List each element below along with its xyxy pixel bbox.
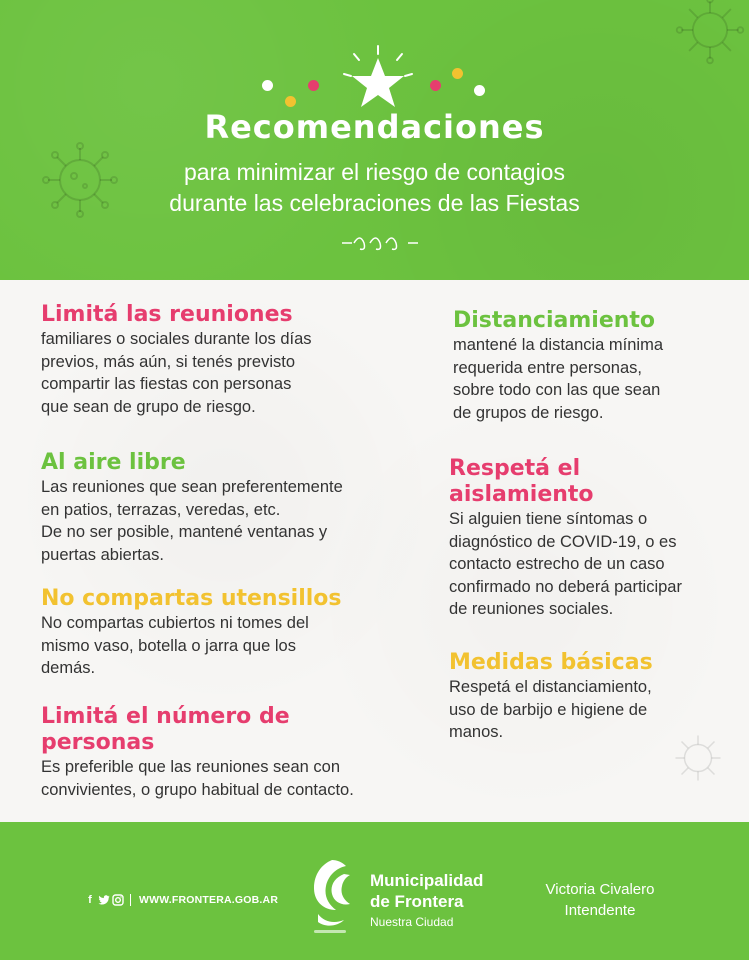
recommendation-text: Las reuniones que sean preferentemente	[41, 478, 343, 496]
mayor-title: Intendente	[564, 902, 636, 919]
recommendation-text: familiares o sociales durante los días	[41, 330, 312, 348]
recommendation-title-line1: Limitá el número de	[41, 704, 290, 729]
decorative-dot	[285, 96, 296, 107]
recommendation-title: Medidas básicas	[449, 650, 653, 675]
recommendation-text: convivientes, o grupo habitual de contacto.	[41, 780, 354, 799]
recommendation-outdoors	[41, 450, 381, 566]
recommendation-isolation	[449, 456, 729, 621]
recommendation-title: No compartas utensillos	[41, 586, 342, 611]
recommendation-limit-people	[41, 704, 391, 801]
facebook-icon[interactable]: f	[88, 894, 92, 906]
decorative-dot	[452, 68, 463, 79]
recommendation-text: Es preferible que las reuniones sean con	[41, 758, 341, 776]
recommendation-limit-gatherings	[41, 302, 371, 418]
website-link[interactable]: WWW.FRONTERA.GOB.AR	[139, 894, 279, 906]
instagram-icon[interactable]	[112, 894, 124, 906]
recommendation-title: Distanciamiento	[453, 308, 656, 333]
header-banner	[0, 0, 749, 280]
recommendation-text: De no ser posible, mantené ventanas y	[41, 523, 328, 541]
footer-banner	[0, 822, 749, 960]
recommendation-text: mantené la distancia mínima	[453, 336, 664, 354]
mayor-name: Victoria Civalero	[545, 881, 655, 898]
recommendation-text: sobre todo con las que sean	[453, 381, 661, 399]
decorative-dot	[430, 80, 441, 91]
municipality-line2: de Frontera	[370, 892, 464, 911]
recommendation-text: que sean de grupo de riesgo.	[41, 397, 256, 416]
recommendation-text: Respetá el distanciamiento,	[449, 678, 652, 696]
page-title: Recomendaciones	[204, 108, 545, 146]
recommendation-text: uso de barbijo e higiene de	[449, 700, 648, 719]
municipality-logo-icon	[300, 856, 360, 936]
recommendation-text: en patios, terrazas, veredas, etc.	[41, 500, 281, 519]
recommendation-distancing	[453, 308, 723, 424]
recommendation-title-line2: personas	[41, 730, 155, 755]
divider	[130, 894, 131, 906]
swirl-ornament-icon	[340, 233, 420, 253]
recommendation-text: No compartas cubiertos ni tomes del	[41, 614, 309, 632]
recommendation-text: compartir las fiestas con personas	[41, 375, 292, 393]
page-subtitle-line1: para minimizar el riesgo de contagios	[184, 159, 565, 185]
recommendation-title: Al aire libre	[41, 450, 186, 475]
recommendation-text: confirmado no deberá participar	[449, 577, 682, 596]
municipality-line1: Municipalidad	[370, 871, 484, 890]
recommendation-title-line2: aislamiento	[449, 482, 594, 507]
social-links	[84, 894, 278, 906]
recommendation-text: Si alguien tiene síntomas o	[449, 510, 648, 528]
recommendations-section	[0, 280, 749, 822]
recommendation-text: de reuniones sociales.	[449, 600, 614, 618]
recommendation-text: manos.	[449, 723, 504, 741]
recommendation-no-sharing	[41, 586, 381, 680]
recommendation-text: contacto estrecho de un caso	[449, 555, 665, 573]
recommendation-text: mismo vaso, botella o jarra que los	[41, 636, 296, 655]
municipality-tagline: Nuestra Ciudad	[370, 915, 454, 929]
recommendation-text: demás.	[41, 659, 96, 677]
recommendation-text: previos, más aún, si tenés previsto	[41, 352, 296, 371]
twitter-icon[interactable]	[98, 895, 110, 906]
recommendation-text: diagnóstico de COVID-19, o es	[449, 532, 677, 551]
recommendation-text: de grupos de riesgo.	[453, 403, 604, 422]
mayor-credit	[530, 879, 670, 921]
decorative-dot	[308, 80, 319, 91]
recommendation-text: requerida entre personas,	[453, 358, 642, 377]
recommendation-title-line1: Respetá el	[449, 456, 581, 481]
recommendation-basic-measures	[449, 650, 729, 744]
decorative-dot	[262, 80, 273, 91]
page-subtitle-line2: durante las celebraciones de las Fiestas	[169, 190, 580, 216]
recommendation-text: puertas abiertas.	[41, 545, 164, 564]
decorative-dot	[474, 85, 485, 96]
recommendation-title: Limitá las reuniones	[41, 302, 293, 327]
virus-icon	[672, 0, 748, 68]
municipality-name	[370, 870, 483, 932]
